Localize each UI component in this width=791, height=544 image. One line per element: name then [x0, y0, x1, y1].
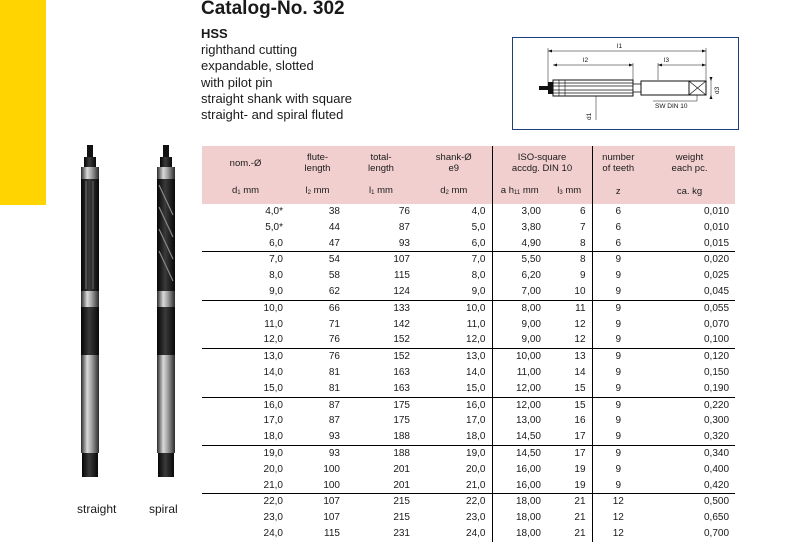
cell-weight: 0,025	[703, 270, 730, 282]
cell-nom: 15,0	[202, 381, 289, 397]
feature-item: with pilot pin	[201, 74, 273, 90]
cell-l3: 12	[547, 332, 592, 348]
cell-a: 7,00	[492, 284, 547, 300]
table-row	[202, 220, 735, 236]
cell-a: 6,20	[492, 268, 547, 284]
cell-total: 175	[393, 399, 410, 411]
spiral-label: spiral	[149, 502, 178, 516]
cell-weight: 0,190	[644, 381, 735, 397]
yellow-accent-bar	[0, 0, 46, 205]
cell-teeth: 9	[592, 365, 644, 381]
cell-flute: 58	[328, 270, 340, 282]
cell-l3: 12	[574, 318, 586, 330]
specs-table	[202, 146, 735, 542]
unit-z: z	[592, 180, 644, 204]
cell-weight: 0,120	[703, 351, 730, 363]
table-row	[202, 317, 735, 333]
cell-shank: 9,0	[416, 284, 492, 300]
cell-nom: 12,0	[202, 332, 289, 348]
cell-flute: 76	[328, 351, 340, 363]
cell-teeth: 6	[592, 220, 644, 236]
cell-shank: 14,0	[466, 366, 486, 378]
cell-shank: 22,0	[466, 496, 486, 508]
unit-l1: $l_1$ mm	[346, 180, 416, 204]
cell-weight: 0,100	[644, 332, 735, 348]
cell-a: 3,80	[492, 220, 547, 236]
cell-shank: 6,0	[416, 236, 492, 252]
cell-a: 10,00	[492, 349, 547, 365]
cell-nom: 9,0	[202, 284, 289, 300]
cell-flute: 93	[328, 447, 340, 459]
cell-flute: 66	[328, 302, 340, 314]
cell-flute: 107	[323, 512, 340, 524]
cell-flute: 71	[328, 318, 340, 330]
cell-teeth: 9	[592, 413, 644, 429]
feature-item: straight shank with square	[201, 90, 353, 106]
cell-weight: 0,420	[644, 478, 735, 494]
unit-kg: ca. kg	[644, 180, 735, 204]
table-row	[202, 478, 735, 494]
cell-l3: 16	[574, 415, 586, 427]
cell-a: 18,00	[492, 494, 547, 510]
cell-weight: 0,320	[644, 429, 735, 445]
cell-nom: 7,0	[269, 254, 283, 266]
col-nom: nom.-Ø	[202, 146, 289, 180]
straight-label: straight	[77, 502, 117, 516]
cell-flute: 115	[324, 527, 340, 539]
cell-shank: 16,0	[466, 399, 486, 411]
cell-a: 18,00	[492, 510, 547, 526]
cell-l3: 17	[547, 429, 592, 445]
col-flute: flute- length	[289, 146, 346, 180]
table-row	[202, 284, 735, 300]
cell-l3: 10	[547, 284, 592, 300]
cell-a: 4,90	[492, 236, 547, 252]
cell-shank: 17,0	[466, 415, 486, 427]
cell-shank: 19,0	[466, 447, 486, 459]
cell-nom: 20,0	[263, 463, 283, 475]
cell-total: 115	[394, 270, 410, 282]
cell-l3: 11	[575, 302, 586, 314]
technical-drawing	[512, 37, 739, 130]
cell-weight: 0,650	[703, 512, 730, 524]
table-row	[202, 252, 735, 268]
table-row	[202, 365, 735, 381]
cell-a: 16,00	[492, 462, 547, 478]
unit-d2: $d_2$ mm	[416, 180, 492, 204]
cell-a: 16,00	[492, 478, 547, 494]
table-row	[202, 300, 735, 316]
cell-teeth: 9	[592, 268, 644, 284]
cell-nom: 13,0	[263, 351, 283, 363]
cell-weight: 0,055	[703, 302, 730, 314]
cell-total: 76	[398, 206, 410, 217]
cell-weight: 0,300	[703, 415, 730, 427]
table-row	[202, 494, 735, 510]
cell-shank: 11,0	[466, 318, 486, 330]
cell-teeth: 9	[592, 429, 644, 445]
table-row	[202, 526, 735, 542]
cell-a: 14,50	[492, 429, 547, 445]
feature-item: expandable, slotted	[201, 58, 314, 74]
cell-flute: 93	[289, 429, 346, 445]
cell-shank: 23,0	[466, 512, 486, 524]
table-row	[202, 429, 735, 445]
specs-table-container	[202, 146, 735, 544]
cell-flute: 44	[328, 221, 340, 233]
col-total: total- length	[346, 146, 416, 180]
cell-total: 107	[393, 254, 410, 266]
cell-l3: 21	[574, 512, 586, 524]
cell-nom: 10,0	[263, 302, 283, 314]
reamer-drawing-icon	[513, 38, 738, 129]
cell-l3: 15	[574, 399, 586, 411]
dim-l3: l3	[664, 57, 670, 64]
cell-teeth: 12	[592, 526, 644, 542]
cell-a: 13,00	[492, 413, 547, 429]
cell-a: 18,00	[492, 526, 547, 542]
cell-weight: 0,045	[644, 284, 735, 300]
cell-total: 163	[393, 366, 410, 378]
cell-total: 188	[346, 429, 416, 445]
cell-shank: 12,0	[416, 332, 492, 348]
cell-teeth: 9	[592, 332, 644, 348]
cell-shank: 24,0	[466, 527, 486, 539]
cell-total: 175	[393, 415, 410, 427]
cell-a: 8,00	[492, 300, 547, 316]
cell-total: 215	[393, 512, 410, 524]
cell-a: 12,00	[492, 397, 547, 413]
cell-flute: 76	[289, 332, 346, 348]
units-row	[202, 180, 735, 204]
cell-total: 142	[393, 318, 410, 330]
col-weight: weight each pc.	[644, 146, 735, 180]
cell-a: 11,00	[492, 365, 547, 381]
table-row	[202, 397, 735, 413]
cell-a: 9,00	[492, 317, 547, 333]
cell-shank: 13,0	[466, 351, 486, 363]
dim-l1: l1	[617, 43, 623, 50]
cell-flute: 87	[328, 399, 340, 411]
cell-flute: 62	[289, 284, 346, 300]
cell-weight: 0,010	[703, 206, 730, 217]
cell-l3: 9	[579, 270, 586, 282]
cell-teeth: 9	[592, 478, 644, 494]
cell-flute: 81	[328, 366, 340, 378]
cell-teeth: 9	[592, 462, 644, 478]
cell-shank: 4,0	[471, 206, 486, 217]
cell-nom: 8,0	[269, 270, 283, 282]
cell-flute: 87	[328, 415, 340, 427]
cell-shank: 10,0	[466, 302, 486, 314]
cell-shank: 20,0	[466, 463, 486, 475]
cell-nom: 16,0	[263, 399, 283, 411]
cell-l3: 6	[579, 206, 586, 217]
cell-flute: 81	[289, 381, 346, 397]
straight-reamer-image	[76, 145, 104, 480]
cell-total: 124	[346, 284, 416, 300]
cell-total: 231	[393, 527, 410, 539]
dim-sw: SW DIN 10	[655, 103, 688, 110]
catalog-title: Catalog-No. 302	[201, 0, 345, 19]
cell-l3: 21	[574, 496, 586, 508]
cell-l3: 17	[574, 447, 586, 459]
cell-weight: 0,700	[703, 527, 730, 539]
unit-d1: $d_1$ mm	[202, 180, 289, 204]
cell-teeth: 9	[592, 284, 644, 300]
spiral-reamer-image	[152, 145, 180, 480]
cell-l3: 13	[574, 351, 586, 363]
table-row	[202, 204, 735, 220]
cell-flute: 107	[323, 496, 340, 508]
dim-d1: d1	[586, 112, 593, 120]
cell-flute: 38	[328, 206, 340, 217]
cell-weight: 0,500	[703, 496, 730, 508]
cell-shank: 5,0	[471, 221, 486, 233]
col-iso: ISO-square accdg. DIN 10	[492, 146, 592, 180]
cell-l3: 15	[547, 381, 592, 397]
cell-teeth: 9	[592, 381, 644, 397]
material-subtitle: HSS	[201, 26, 228, 41]
cell-total: 215	[393, 496, 410, 508]
cell-nom: 17,0	[263, 415, 283, 427]
col-shank: shank-Ø e9	[416, 146, 492, 180]
cell-teeth: 9	[592, 349, 644, 365]
cell-shank: 7,0	[471, 254, 486, 266]
table-row	[202, 332, 735, 348]
cell-flute: 100	[289, 478, 346, 494]
cell-total: 201	[346, 478, 416, 494]
cell-total: 152	[393, 351, 410, 363]
cell-teeth: 12	[592, 494, 644, 510]
cell-flute: 47	[289, 236, 346, 252]
feature-list	[201, 42, 352, 123]
cell-teeth: 6	[592, 236, 644, 252]
cell-nom: 4,0*	[265, 206, 283, 217]
cell-total: 163	[346, 381, 416, 397]
cell-shank: 21,0	[416, 478, 492, 494]
cell-weight: 0,070	[703, 318, 730, 330]
cell-weight: 0,400	[703, 463, 730, 475]
cell-l3: 21	[574, 527, 586, 539]
table-row	[202, 349, 735, 365]
cell-total: 133	[393, 302, 410, 314]
cell-nom: 23,0	[263, 512, 283, 524]
cell-l3: 8	[579, 254, 586, 266]
cell-total: 152	[346, 332, 416, 348]
cell-total: 93	[346, 236, 416, 252]
header-row	[202, 146, 735, 180]
cell-teeth: 6	[592, 204, 644, 220]
feature-item: righthand cutting	[201, 42, 298, 57]
cell-weight: 0,010	[703, 221, 730, 233]
cell-nom: 11,0	[264, 318, 283, 330]
cell-flute: 100	[323, 463, 340, 475]
cell-l3: 19	[547, 478, 592, 494]
table-row	[202, 236, 735, 252]
cell-teeth: 9	[592, 317, 644, 333]
cell-total: 87	[398, 221, 410, 233]
table-row	[202, 413, 735, 429]
unit-l3: $l_3$ mm	[547, 180, 592, 204]
cell-nom: 21,0	[202, 478, 289, 494]
cell-weight: 0,340	[703, 447, 730, 459]
dim-d3: d3	[714, 86, 721, 94]
cell-flute: 54	[328, 254, 340, 266]
feature-item: straight- and spiral fluted	[201, 107, 344, 123]
cell-teeth: 12	[592, 510, 644, 526]
cell-l3: 7	[579, 221, 586, 233]
cell-teeth: 9	[592, 445, 644, 461]
table-row	[202, 510, 735, 526]
col-teeth: number of teeth	[592, 146, 644, 180]
table-row	[202, 268, 735, 284]
cell-nom: 22,0	[263, 496, 283, 508]
cell-shank: 8,0	[471, 270, 486, 282]
cell-a: 5,50	[492, 252, 547, 268]
cell-total: 201	[393, 463, 410, 475]
cell-shank: 15,0	[416, 381, 492, 397]
cell-nom: 6,0	[202, 236, 289, 252]
cell-nom: 19,0	[263, 447, 283, 459]
cell-shank: 18,0	[416, 429, 492, 445]
cell-a: 9,00	[492, 332, 547, 348]
cell-weight: 0,020	[703, 254, 730, 266]
cell-l3: 8	[547, 236, 592, 252]
unit-a: a $h_{11}$ mm	[492, 180, 547, 204]
cell-a: 14,50	[492, 445, 547, 461]
cell-nom: 24,0	[263, 527, 283, 539]
cell-weight: 0,150	[703, 366, 730, 378]
unit-l2: $l_2$ mm	[289, 180, 346, 204]
cell-total: 188	[393, 447, 410, 459]
table-row	[202, 462, 735, 478]
cell-teeth: 9	[592, 300, 644, 316]
cell-l3: 14	[574, 366, 586, 378]
cell-a: 3,00	[492, 204, 547, 220]
cell-l3: 19	[574, 463, 586, 475]
dim-l2: l2	[583, 57, 589, 64]
table-row	[202, 445, 735, 461]
cell-weight: 0,220	[703, 399, 730, 411]
cell-teeth: 9	[592, 397, 644, 413]
cell-nom: 18,0	[202, 429, 289, 445]
cell-nom: 14,0	[263, 366, 283, 378]
cell-teeth: 9	[592, 252, 644, 268]
cell-a: 12,00	[492, 381, 547, 397]
cell-weight: 0,015	[644, 236, 735, 252]
table-row	[202, 381, 735, 397]
cell-nom: 5,0*	[265, 221, 283, 233]
